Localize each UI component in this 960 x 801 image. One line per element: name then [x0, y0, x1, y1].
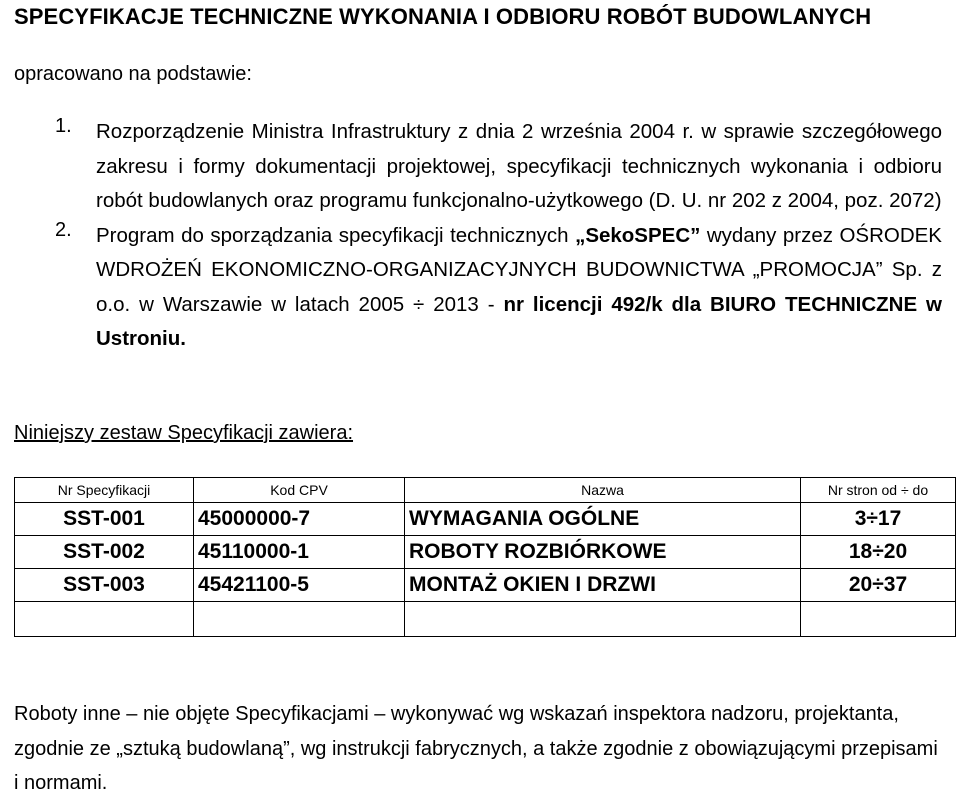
page-range-cell: 18÷20	[801, 536, 956, 569]
document-title: SPECYFIKACJE TECHNICZNE WYKONANIA I ODBIORU ROBÓT BUDOWLANYCH	[14, 4, 872, 29]
specifications-table	[14, 477, 956, 637]
cpv-code-cell	[194, 602, 405, 637]
table-row-empty	[15, 602, 956, 637]
list-item-text-end: .	[180, 327, 186, 350]
intro-text: opracowano na podstawie:	[14, 63, 252, 85]
list-item-number: 1.	[55, 115, 72, 137]
spec-number-cell	[15, 602, 194, 637]
spec-name-cell: MONTAŻ OKIEN I DRZWI	[405, 569, 801, 602]
spec-number-cell: SST-001	[15, 503, 194, 536]
table-row	[15, 569, 956, 602]
spec-number-cell: SST-002	[15, 536, 194, 569]
license-info: nr licencji 492/k dla BIURO TECHNICZNE w Ustroniu	[96, 292, 942, 350]
section-heading: Niniejszy zestaw Specyfikacji zawiera:	[14, 422, 354, 444]
table-row	[15, 536, 956, 569]
spec-name-cell	[405, 602, 801, 637]
program-name: „SekoSPEC”	[575, 223, 701, 247]
spec-name-cell: WYMAGANIA OGÓLNE	[405, 503, 801, 536]
list-item	[0, 115, 960, 219]
page-range-cell: 3÷17	[801, 503, 956, 536]
list-item-text-part: Program do sporządzania specyfikacji technicznych	[96, 223, 576, 247]
table-row	[15, 503, 956, 536]
footer-note: Roboty inne – nie objęte Specyfikacjami – wykonywać wg wskazań inspektora nadzoru, projektanta, zgodnie ze „sztuką budowlaną”, wg instrukcji fabrycznych, a także zgodnie z obowiązującymi przepisami i normami.	[14, 703, 938, 794]
spec-name-cell: ROBOTY ROZBIÓRKOWE	[405, 536, 801, 569]
cpv-code-cell: 45000000-7	[194, 503, 405, 536]
column-header: Nazwa	[405, 478, 801, 503]
column-header: Nr Specyfikacji	[15, 478, 194, 503]
spec-number-cell: SST-003	[15, 569, 194, 602]
table-header-row	[15, 478, 956, 503]
cpv-code-cell: 45421100-5	[194, 569, 405, 602]
list-item-text-part: wydany przez OŚRODEK WDROŻEŃ EKONOMICZNO-ORGANIZACYJNYCH BUDOWNICTWA „PROMOCJA” Sp. z o.o. w Warszawie w latach 2005 ÷ 2013 -	[96, 223, 942, 316]
basis-list	[0, 115, 960, 357]
list-item-text	[96, 219, 942, 357]
page-range-cell	[801, 602, 956, 637]
cpv-code-cell: 45110000-1	[194, 536, 405, 569]
list-item-number: 2.	[55, 218, 72, 241]
column-header: Nr stron od ÷ do	[801, 478, 956, 503]
list-item	[0, 219, 960, 357]
page-range-cell: 20÷37	[801, 569, 956, 602]
column-header: Kod CPV	[194, 478, 405, 503]
list-item-text: Rozporządzenie Ministra Infrastruktury z dnia 2 września 2004 r. w sprawie szczegółowego zakresu i formy dokumentacji projektowej, specyfikacji technicznych wykonania i odbioru robót budowlanych oraz programu funkcjonalno-użytkowego (D. U. nr 202 z 2004, poz. 2072)	[96, 120, 942, 212]
